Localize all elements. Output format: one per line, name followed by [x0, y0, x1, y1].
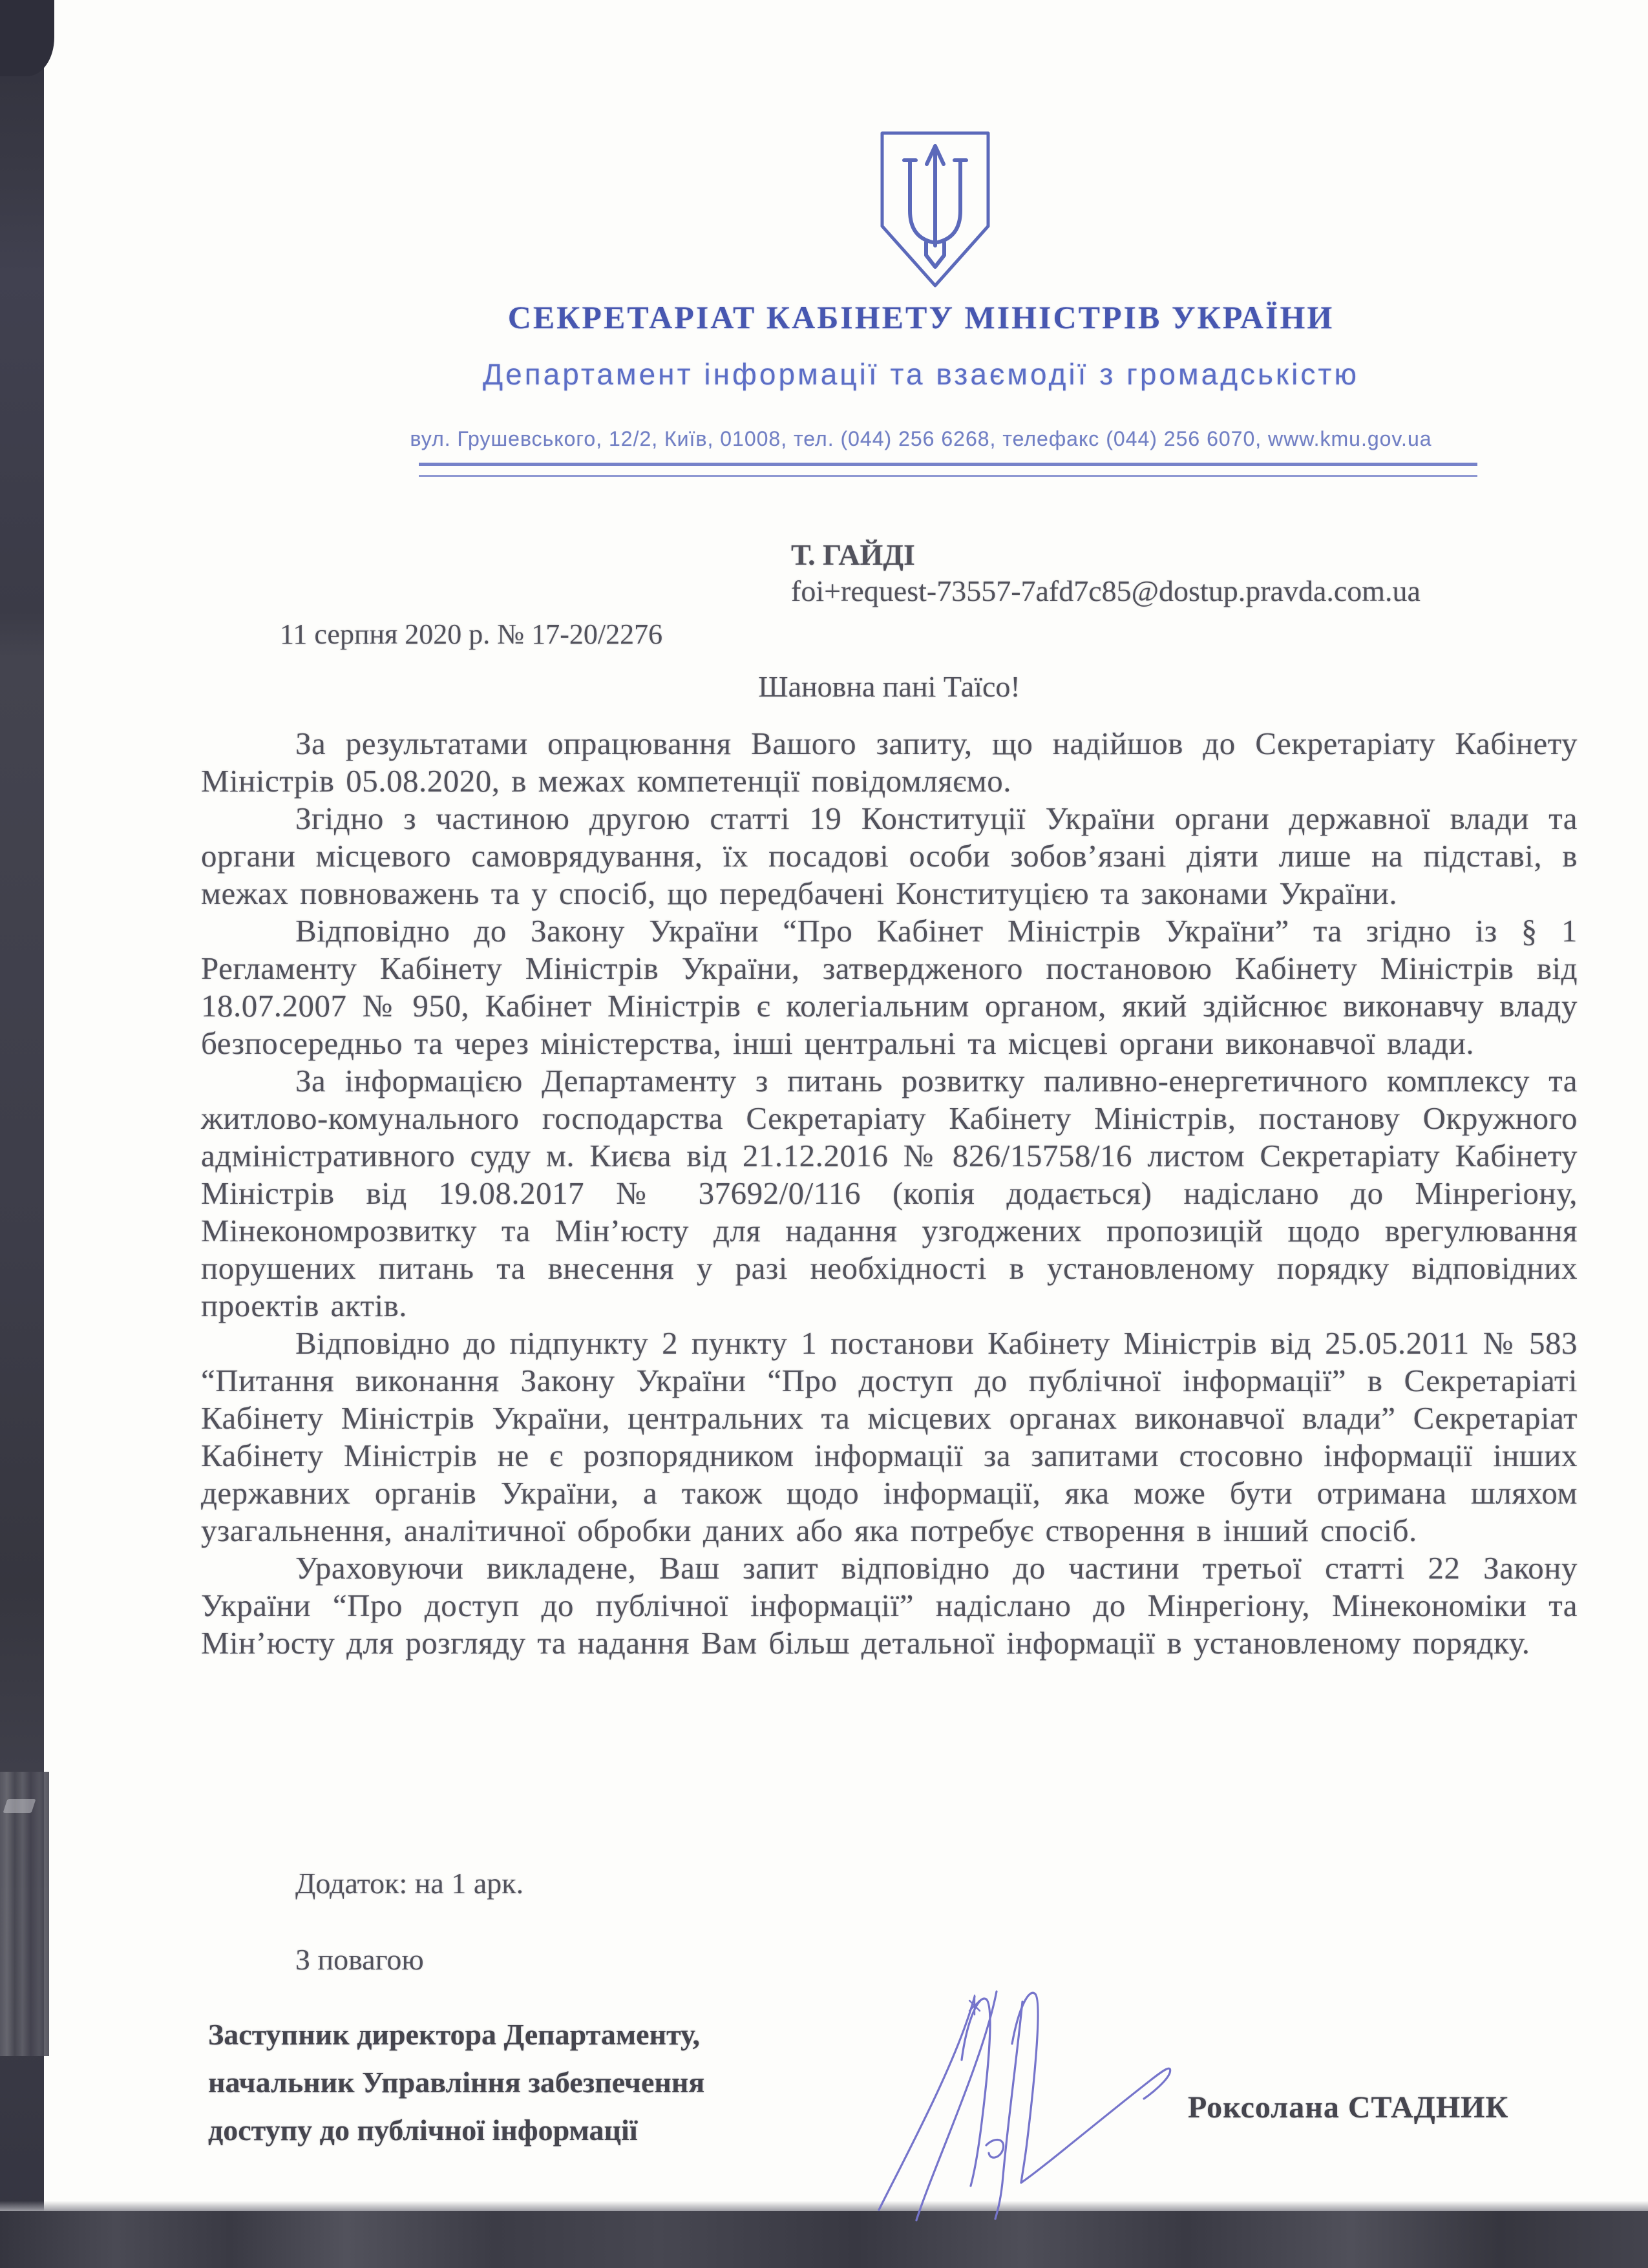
body-paragraph-3: Відповідно до Закону України “Про Кабінет Міністрів України” та згідно із § 1 Регламенту Кабінету Міністрів України, затвердженого постановою Кабінету Міністрів від 18.07.2007 № 950, Кабінет Міністрів є колегіальним органом, який здійснює виконавчу владу безпосередньо та через міністерства, інші центральні та місцеві органи виконавчої влади.	[201, 913, 1578, 1061]
scan-artifact-left-band-cap	[0, 0, 54, 76]
body-paragraph-4: За інформацією Департаменту з питань розвитку паливно-енергетичного комплексу та житлово-комунального господарства Секретаріату Кабінету Міністрів, постанову Окружного адміністративного суду м. Києва від 21.12.2016 № 826/15758/16 листом Секретаріату Кабінету Міністрів від 19.08.2017 № 37692/0/116 (копія додається) надіслано до Мінрегіону, Мінекономрозвитку та Мін’юсту для надання узгоджених пропозицій щодо врегулювання порушених питань та внесення у разі необхідності в установленому порядку відповідних проектів актів.	[201, 1063, 1578, 1323]
salutation: Шановна пані Таїсо!	[758, 670, 1020, 703]
body-paragraph-6: Ураховуючи викладене, Ваш запит відповідно до частини третьої статті 22 Закону України “Про доступ до публічної інформації” надіслано до Мінрегіону, Мінекономіки та Мін’юсту для розгляду та надання Вам більш детальної інформації в установленому порядку.	[201, 1550, 1578, 1661]
header-divider-thin	[419, 475, 1477, 477]
date-reference-line: 11 серпня 2020 р. № 17-20/2276	[280, 618, 663, 650]
body-paragraph-5: Відповідно до підпункту 2 пункту 1 постанови Кабінету Міністрів від 25.05.2011 № 583 “Питання виконання Закону України “Про доступ до публічної інформації” в Секретаріаті Кабінету Міністрів України, центральних та місцевих органах виконавчої влади” Секретаріат Кабінету Міністрів не є розпорядником інформації за запитами стосовно інформації інших державних органів України, а також щодо інформації, яка може бути отримана шляхом узагальнення, аналітичної обробки даних або яка потребує створення в інший спосіб.	[201, 1325, 1578, 1548]
ukraine-trident-emblem	[876, 128, 995, 291]
signer-title-line-2: начальник Управління забезпечення	[208, 2066, 705, 2099]
closing-phrase: З повагою	[295, 1943, 424, 1976]
org-name-title: СЕКРЕТАРІАТ КАБІНЕТУ МІНІСТРІВ УКРАЇНИ	[507, 299, 1335, 335]
scan-artifact-left-band-patch	[0, 1772, 49, 2056]
signer-name: Роксолана СТАДНИК	[1188, 2090, 1509, 2125]
signer-title-line-3: доступу до публічної інформації	[208, 2114, 638, 2147]
scan-artifact-bottom-band	[0, 2211, 1648, 2268]
body-paragraph-1: За результатами опрацювання Вашого запиту, що надійшов до Секретаріату Кабінету Міністрів 05.08.2020, в межах компетенції повідомляємо.	[201, 726, 1578, 799]
department-subtitle: Департамент інформації та взаємодії з громадськістю	[483, 357, 1359, 391]
signer-title-line-1: Заступник директора Департаменту,	[208, 2018, 700, 2051]
handwritten-signature	[860, 1982, 1189, 2241]
recipient-name: Т. ГАЙДІ	[791, 538, 915, 571]
signer-title	[208, 2011, 841, 2154]
header-divider-thick	[419, 463, 1477, 466]
attachment-note: Додаток: на 1 арк.	[295, 1867, 524, 1900]
address-line: вул. Грушевського, 12/2, Київ, 01008, тел. (044) 256 6268, телефакс (044) 256 6070, www.kmu.gov.ua	[410, 427, 1432, 450]
recipient-email: foi+request-73557-7afd7c85@dostup.pravda.com.ua	[791, 574, 1421, 607]
letter-body	[201, 725, 1578, 1662]
body-paragraph-2: Згідно з частиною другою статті 19 Конституції України органи державної влади та органи місцевого самоврядування, їх посадові особи зобов’язані діяти лише на підставі, в межах повноважень та у спосіб, що передбачені Конституцією та законами України.	[201, 801, 1578, 911]
